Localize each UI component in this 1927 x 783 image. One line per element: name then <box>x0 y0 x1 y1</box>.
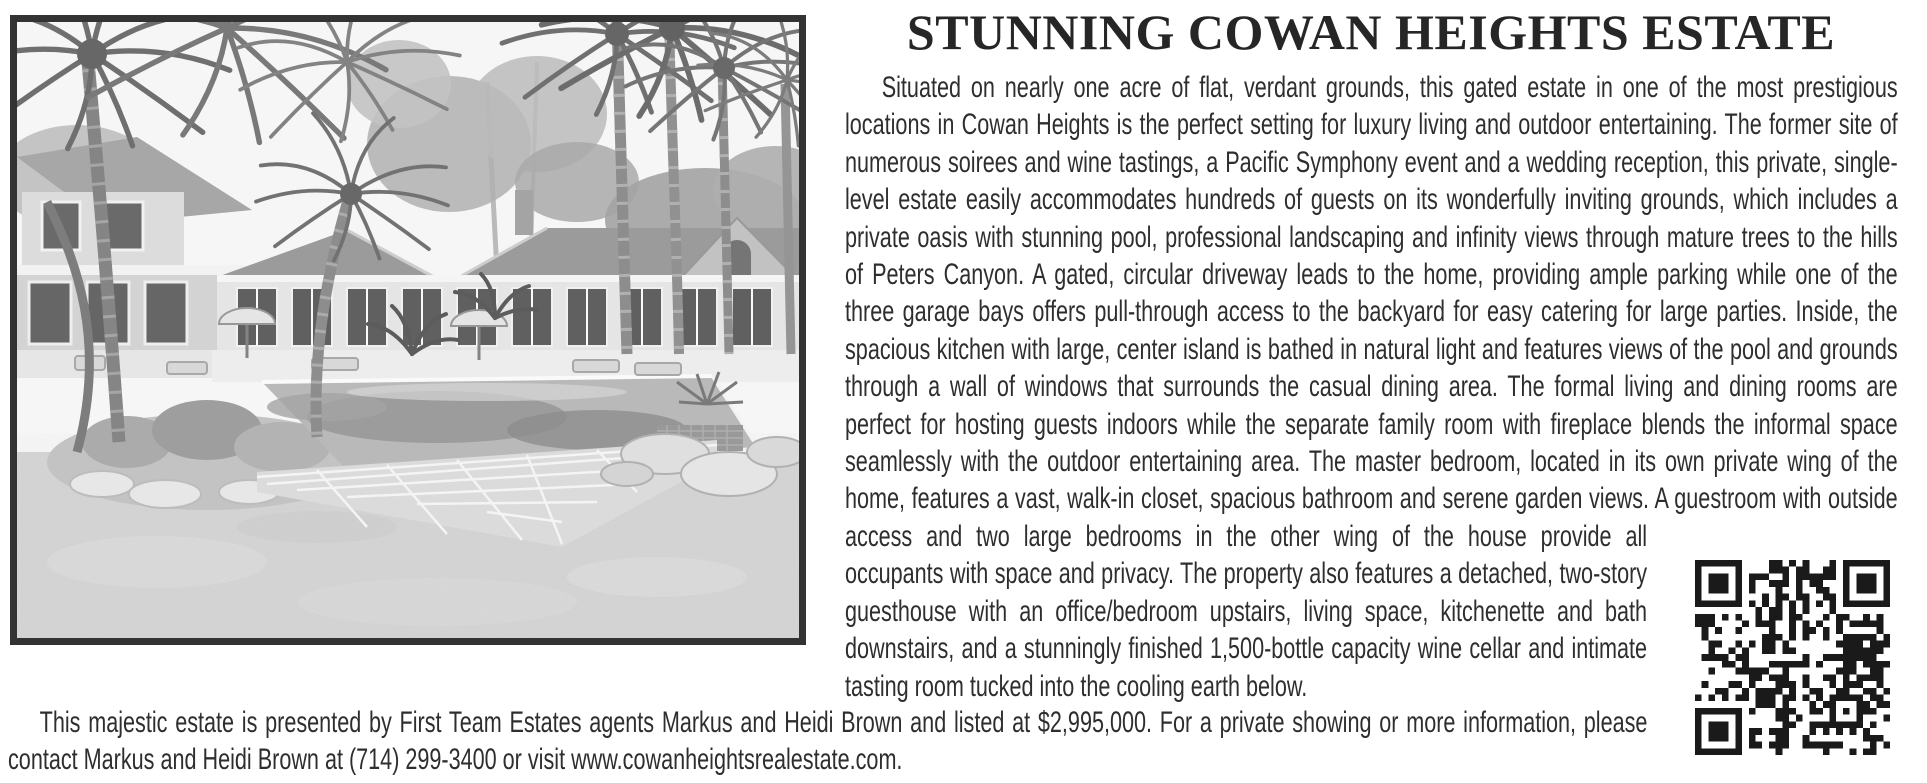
footer-text <box>8 704 1898 779</box>
qr-code <box>1695 560 1890 755</box>
footer-paragraph-text: This majestic estate is presented by First Team Estates agents Markus and Heidi Brown and listed at $2,995,000. For a private showing or more information, please contact Markus and Heidi Brown at (714) 299-3400 or visit www.cowanheightsrealestate.com. <box>8 706 1648 777</box>
body-paragraph-text: Situated on nearly one acre of flat, verdant grounds, this gated estate in one of the most prestigious locations in Cowan Heights is the perfect setting for luxury living and outdoor entertaining. The former site of numerous soirees and wine tastings, a Pacific Symphony event and a wedding reception, this private, single-level estate easily accommodates hundreds of guests on its wonderfully inviting grounds, which includes a private oasis with stunning pool, professional landscaping and infinity views through mature trees to the hills of Peters Canyon. A gated, circular driveway leads to the home, providing ample parking while one of the three garage bays offers pull-through access to the backyard for easy catering for large parties. Inside, the spacious kitchen with large, center island is bathed in natural light and features views of the pool and grounds through a wall of windows that surrounds the casual dining area. The formal living and dining rooms are perfect for hosting guests indoors while the separate family room with fireplace blends the informal space seamlessly with the outdoor entertaining area. The master bedroom, located in its own private wing of the home, features a vast, walk-in closet, spacious bathroom and serene garden views. A guestroom with outside access and two large bedrooms in the other wing of the house provide all occupants with space and privacy. The property also features a detached, two-story guesthouse with an office/bedroom upstairs, living space, kitchenette and bath downstairs, and a stunningly finished 1,500-bottle capacity wine cellar and intimate tasting room tucked into the cooling earth below. <box>845 71 1898 703</box>
qr-code-icon <box>1695 560 1890 755</box>
footer-paragraph <box>8 704 1898 779</box>
estate-photo-illustration <box>17 22 799 638</box>
property-photo <box>10 15 806 645</box>
headline: STUNNING COWAN HEIGHTS ESTATE <box>906 4 1836 60</box>
